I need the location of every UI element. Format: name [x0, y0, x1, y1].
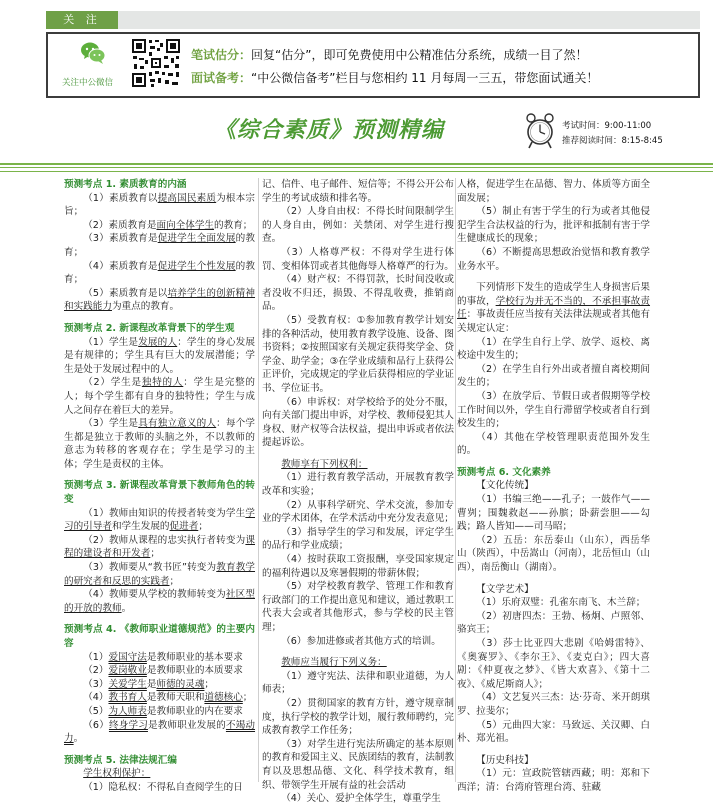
- paragraph: [64, 678, 255, 692]
- underlined-text: 爱岗敬业: [108, 665, 147, 677]
- text: （3）: [83, 678, 109, 690]
- column-1: [64, 178, 256, 793]
- paragraph: [64, 719, 255, 746]
- paragraph: [64, 287, 255, 314]
- spacer: [262, 648, 454, 656]
- spacer: [64, 471, 255, 479]
- paragraph: [64, 232, 255, 259]
- text: 是教师职业的内在要求: [146, 705, 243, 717]
- subheading: [262, 656, 454, 670]
- spacer: [64, 746, 255, 754]
- divider: [0, 167, 713, 168]
- paragraph: （6）参加进修或者其他方式的培训。: [281, 635, 441, 647]
- text: 是教师职业的基本要求: [146, 651, 243, 663]
- qr-code-icon[interactable]: [131, 38, 181, 88]
- paragraph: [64, 691, 255, 705]
- underlined-text: 促进学生全面发展: [157, 233, 236, 245]
- paragraph: [64, 705, 255, 719]
- text: 是: [146, 678, 157, 690]
- paragraph: 记、信件、电子邮件、短信等；不得公开公布学生的考试成绩和排名等。: [262, 179, 454, 204]
- paragraph: （1）遵守宪法、法律和职业道德，为人师表；: [262, 670, 454, 696]
- underlined-text: 教师享有下列权利：: [281, 458, 368, 470]
- paragraph: [64, 260, 255, 287]
- text: ；: [242, 692, 253, 704]
- paragraph: （6）不断提高思想政治觉悟和教育教学业务水平。: [457, 246, 650, 272]
- divider: [0, 171, 713, 172]
- paragraph: [64, 417, 255, 471]
- text: （6）: [83, 719, 109, 731]
- text: （1）教师由知识的传授者转变为学生: [83, 507, 246, 519]
- text: 。: [121, 602, 132, 614]
- spacer: [457, 273, 650, 281]
- paragraph: [64, 219, 255, 233]
- spacer: [457, 458, 650, 466]
- paragraph: （4）关心、爱护全体学生，尊重学生: [281, 793, 441, 805]
- paragraph: （2）人身自由权：不得长时间限制学生的人身自由，例如：关禁闭、对学生进行搜查。: [262, 206, 454, 245]
- paragraph: （1）书编三绝——孔子；一鼓作气——曹刿；围魏救赵——孙膑；卧薪尝胆——勾践；路人皆知——司马昭；: [457, 494, 650, 533]
- text: （5）素质教育是以: [83, 287, 168, 299]
- paragraph: （2）初唐四杰：王勃、杨炯、卢照邻、骆宾王；: [457, 610, 650, 636]
- paragraph: [64, 376, 255, 417]
- paragraph: [64, 651, 255, 665]
- underlined-text: 促进学生个性发展: [157, 260, 236, 272]
- text: ：学生的身心发展是有规律的；学生具有巨大的发展潜能；学生是处于发展过程中的人。: [64, 336, 256, 375]
- text: （2）教师从课程的忠实执行者转变为: [83, 534, 246, 546]
- column-divider: [258, 178, 259, 782]
- underlined-text: 社区型的开放的教师: [64, 589, 255, 614]
- underlined-text: 师德的灵魂: [156, 678, 205, 690]
- text: 为根本宗旨；: [64, 192, 256, 218]
- text: （1）学生是: [83, 336, 139, 348]
- page-title: 《综合素质》预测精编: [214, 117, 445, 143]
- text: 是教师职业的本质要求: [146, 665, 243, 677]
- text: （5）: [83, 705, 109, 717]
- paragraph: （5）制止有害于学生的行为或者其他侵犯学生合法权益的行为，批评和抵制有害于学生健康成长的现象；: [457, 206, 650, 245]
- paragraph: （2）从事科学研究、学术交流，参加专业的学术团体，在学术活动中充分发表意见；: [262, 499, 454, 525]
- text: ；: [150, 548, 160, 560]
- underlined-text: 关爱学生: [108, 678, 147, 690]
- spacer: [457, 746, 650, 754]
- paragraph: 人格，促进学生在品德、智力、体质等方面全面发展；: [457, 179, 650, 204]
- underlined-text: 不竭动力: [64, 719, 256, 745]
- top-band: [46, 11, 700, 29]
- text: ；: [198, 521, 208, 533]
- section-heading: 预测考点 6. 文化素养: [457, 466, 551, 478]
- follow-tag: 关 注: [46, 11, 118, 29]
- paragraph: （6）申诉权：对学校给予的处分不服，向有关部门提出申诉，对学校、教师侵犯其人身权、财产权等合法权益，提出申诉或者依法提起诉讼。: [262, 396, 454, 449]
- paragraph: （5）对学校教育教学、管理工作和教育行政部门的工作提出意见和建议，通过教职工代表大会或者其他形式，参与学校的民主管理；: [262, 581, 454, 633]
- underlined-text: 学校行为并无不当的，不承担事故责任: [457, 295, 651, 321]
- banner-text-interview: “中公微信备考”栏目与您相约 11 月每周一三五，带您面试通关！: [251, 71, 599, 85]
- paragraph: [64, 561, 255, 588]
- text: （1）素质教育以: [83, 192, 158, 204]
- spacer: [262, 450, 454, 458]
- spacer: [64, 615, 255, 623]
- reading-time: 推荐阅读时间：8:15-8:45: [562, 136, 663, 146]
- paragraph: （3）指导学生的学习和发展，评定学生的品行和学业成绩；: [262, 526, 454, 552]
- text: 的教育；: [214, 219, 253, 231]
- underlined-text: 培养学生的创新精神和实践能力: [64, 287, 256, 313]
- paragraph: [64, 534, 255, 561]
- column-2: [262, 178, 454, 805]
- paragraph: （1）在学生自行上学、放学、返校、离校途中发生的；: [457, 336, 650, 362]
- wechat-caption: 关注中公微信: [62, 78, 114, 88]
- paragraph: [64, 664, 255, 678]
- text: ：每个学生都是独立于教师的头脑之外，不以教师的意志为转移的客观存在；学生是学习的主体；学生是责权的主体。: [64, 418, 256, 470]
- banner-label-interview: 面试备考：: [191, 71, 252, 85]
- paragraph: （2）贯彻国家的教育方针，遵守规章制度，执行学校的教学计划，履行教师聘约，完成教育教学工作任务；: [262, 697, 454, 737]
- underlined-text: 具有独立意义的人: [138, 418, 217, 430]
- paragraph: （3）对学生进行宪法所确定的基本原则的教育和爱国主义、民族团结的教育，法制教育以及思想品德、文化、科学技术教育，组织、带领学生开展有益的社会活动: [262, 738, 454, 791]
- underlined-text: 发展的人: [138, 336, 178, 348]
- text: （2）学生是: [83, 377, 142, 389]
- underlined-text: 促进者: [169, 521, 199, 533]
- text: （4）素质教育是: [83, 260, 158, 272]
- underlined-text: 课程的建设者和开发者: [64, 534, 255, 560]
- paragraph: （1）元：宣政院管辖西藏；明：郑和下西洋；清：台湾府管理台湾、驻藏: [457, 768, 650, 793]
- wechat-icon: [80, 40, 106, 66]
- column-divider: [455, 178, 456, 782]
- text: 为重点的教育。: [111, 301, 180, 313]
- time-info: [518, 112, 683, 148]
- spacer: [64, 314, 255, 322]
- paragraph: （5）元曲四大家：马致远、关汉卿、白朴、郑光祖。: [457, 719, 650, 745]
- underlined-text: 提高国民素质: [157, 192, 217, 204]
- underlined-text: 学习的引导者: [64, 507, 255, 533]
- text: 和学生发展的: [111, 521, 170, 533]
- paragraph: （1）隐私权：不得私自查阅学生的日: [83, 781, 243, 793]
- text: 的教育；: [64, 260, 256, 286]
- underlined-text: 教书育人: [108, 692, 147, 704]
- paragraph: [64, 336, 255, 377]
- paragraph: （4）文艺复兴三杰：达·芬奇、米开朗琪罗、拉斐尔；: [457, 692, 650, 717]
- text: （4）: [83, 692, 109, 704]
- underlined-text: 独特的人: [141, 377, 184, 389]
- divider: [0, 163, 713, 165]
- paragraph: （5）受教育权：①参加教育教学计划安排的各种活动，使用教育教学设施、设备、图书资料；②按照国家有关规定获得奖学金、贷学金、助学金；③在学业成绩和品行上获得公正评价，完成规定的学业后获得相应的学业证书、学位证书。: [262, 314, 454, 394]
- text: （1）: [83, 651, 109, 663]
- underlined-text: 道德核心: [204, 692, 243, 704]
- underlined-text: 学生权利保护：: [83, 768, 151, 780]
- underlined-text: 爱国守法: [108, 651, 147, 663]
- text: ；: [204, 678, 215, 690]
- text: （2）素质教育是: [83, 219, 157, 231]
- text: （3）素质教育是: [83, 233, 158, 245]
- banner-line-interview: [191, 69, 598, 86]
- section-heading: 预测考点 1. 素质教育的内涵: [64, 179, 187, 190]
- text: 是教师职业发展的: [147, 719, 226, 731]
- paragraph: [64, 588, 255, 615]
- paragraph: （3）莎士比亚四大悲剧《哈姆雷特》、《奥赛罗》、《李尔王》、《麦克白》；四大喜剧：《仲夏夜之梦》、《皆大欢喜》、《第十二夜》、《威尼斯商人》；: [457, 638, 650, 690]
- text: 的教育；: [64, 233, 256, 258]
- section-heading: 预测考点 2. 新课程改革背景下的学生观: [64, 322, 235, 334]
- text: （3）教师要从“教书匠”转变为: [83, 562, 217, 574]
- underlined-text: 面向全体学生: [156, 219, 215, 231]
- text: 下列情形下发生的造成学生人身损害后果的事故，: [457, 282, 650, 307]
- paragraph: （2）五岳：东岳泰山（山东），西岳华山（陕西），中岳嵩山（河南），北岳恒山（山西），南岳衡山（湖南）。: [457, 534, 650, 574]
- column-3: [457, 178, 651, 793]
- paragraph: （4）其他在学校管理职责范围外发生的。: [457, 431, 650, 457]
- section-heading: 预测考点 5. 法律法规汇编: [64, 754, 177, 766]
- underlined-text: 为人师表: [108, 705, 147, 717]
- text: ：事故责任应当按有关法律法规或者其他有关规定认定：: [457, 309, 651, 334]
- text: （3）学生是: [83, 418, 139, 430]
- spacer: [457, 575, 650, 583]
- banner-line-score: [191, 46, 587, 63]
- paragraph: [457, 281, 650, 335]
- text: 是教师天职和: [146, 692, 205, 704]
- paragraph: [64, 192, 255, 219]
- subheading: [262, 458, 454, 472]
- underlined-text: 终身学习: [108, 719, 148, 731]
- category-label: 【文化传统】: [476, 480, 534, 492]
- text: （4）教师要从学校的教师转变为: [83, 589, 226, 601]
- text: ；: [169, 575, 180, 587]
- text: 。: [73, 733, 84, 745]
- paragraph: （1）进行教育教学活动，开展教育教学改革和实验；: [262, 472, 454, 498]
- banner-text-score: 回复“估分”，即可免费使用中公精准估分系统，成绩一目了然！: [251, 48, 588, 62]
- category-label: 【历史科技】: [476, 754, 534, 766]
- paragraph: （4）财产权：不得罚款，长时间没收或者没收不归还，损毁、不得乱收费，推销商品。: [262, 274, 454, 313]
- section-heading: 预测考点 4. 《教师职业道德规范》的主要内容: [64, 624, 255, 649]
- paragraph: （2）在学生自行外出或者擅自离校期间发生的；: [457, 363, 650, 389]
- section-heading: 预测考点 3. 新课程改革背景下教师角色的转变: [64, 480, 255, 506]
- category-label: 【文学艺术】: [476, 583, 534, 595]
- paragraph: [64, 507, 255, 534]
- paragraph: （4）按时获取工资报酬，享受国家规定的福利待遇以及寒暑假期的带薪休假；: [262, 554, 454, 579]
- underlined-text: 教师应当履行下列义务：: [281, 657, 387, 669]
- banner-label-score: 笔试估分：: [191, 48, 252, 62]
- text: ：学生是完整的人；每个学生都有自身的独特性；学生与成人之间存在着巨大的差异。: [64, 377, 256, 416]
- paragraph: （3）人格尊严权：不得对学生进行体罚、变相体罚或者其他侮辱人格尊严的行为。: [262, 246, 454, 272]
- paragraph: （1）乐府双璧：孔雀东南飞、木兰辞；: [476, 597, 646, 609]
- exam-time: 考试时间：9:00-11:00: [562, 121, 652, 131]
- paragraph: [64, 767, 255, 781]
- underlined-text: 教育教学的研究者和反思的实践者: [64, 562, 256, 587]
- paragraph: （3）在放学后、节假日或者假期等学校工作时间以外，学生自行滞留学校或者自行到校发生的；: [457, 390, 650, 430]
- text: （2）: [83, 665, 109, 677]
